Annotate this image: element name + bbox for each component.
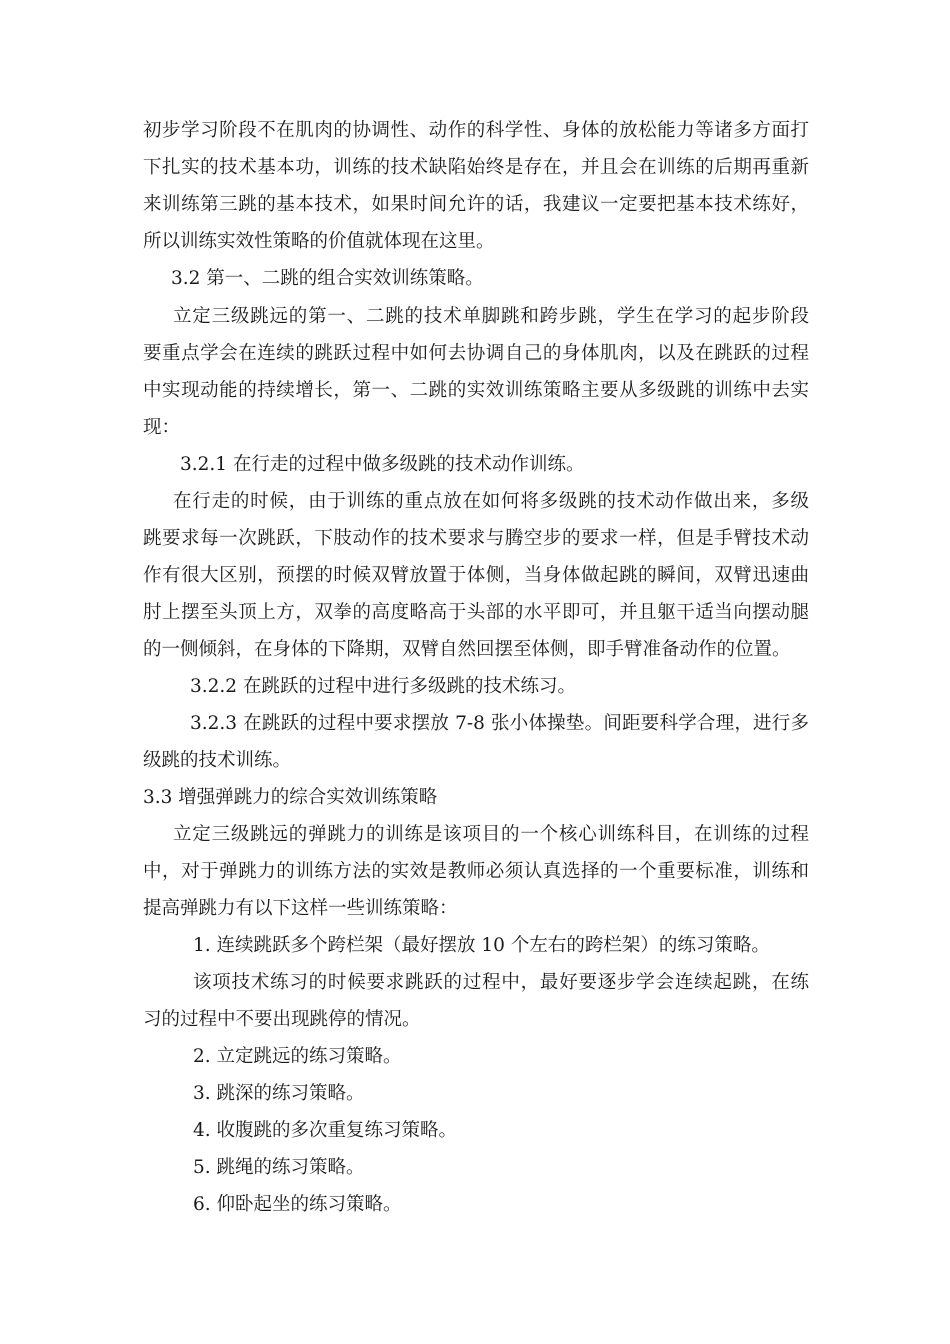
subsection-heading: 3.2.2 在跳跃的过程中进行多级跳的技术练习。	[190, 676, 576, 697]
paragraph-line: 习的过程中不要出现跳停的情况。	[143, 1009, 421, 1030]
paragraph-line: 中，对于弹跳力的训练方法的实效是教师必须认真选择的一个重要标准，训练和	[143, 861, 809, 882]
section-heading: 3.3 增强弹跳力的综合实效训练策略	[143, 787, 438, 808]
paragraph-line: 下扎实的技术基本功，训练的技术缺陷始终是存在，并且会在训练的后期再重新	[143, 157, 809, 178]
paragraph-line: 立定三级跳远的弹跳力的训练是该项目的一个核心训练科目，在训练的过程	[173, 824, 809, 845]
paragraph-line: 级跳的技术训练。	[143, 750, 292, 771]
list-item: 5. 跳绳的练习策略。	[193, 1157, 365, 1178]
paragraph-line: 在行走的时候，由于训练的重点放在如何将多级跳的技术动作做出来，多级	[173, 491, 809, 512]
list-item: 4. 收腹跳的多次重复练习策略。	[193, 1120, 458, 1141]
subsection-heading: 3.2.3 在跳跃的过程中要求摆放 7-8 张小体操垫。间距要科学合理，进行多	[190, 713, 809, 734]
paragraph-line: 立定三级跳远的第一、二跳的技术单脚跳和跨步跳，学生在学习的起步阶段	[173, 306, 809, 327]
list-item: 6. 仰卧起坐的练习策略。	[193, 1194, 402, 1215]
paragraph-line: 要重点学会在连续的跳跃过程中如何去协调自己的身体肌肉，以及在跳跃的过程	[143, 343, 809, 364]
section-heading: 3.2 第一、二跳的组合实效训练策略。	[171, 268, 484, 289]
paragraph-line: 来训练第三跳的基本技术，如果时间允许的话，我建议一定要把基本技术练好，	[143, 194, 809, 215]
paragraph-line: 提高弹跳力有以下这样一些训练策略：	[143, 898, 458, 919]
list-item: 1. 连续跳跃多个跨栏架（最好摆放 10 个左右的跨栏架）的练习策略。	[193, 935, 770, 956]
paragraph-line: 跳要求每一次跳跃，下肢动作的技术要求与腾空步的要求一样，但是手臂技术动	[143, 528, 809, 549]
paragraph-line: 作有很大区别，预摆的时候双臂放置于体侧，当身体做起跳的瞬间，双臂迅速曲	[143, 565, 809, 586]
list-item: 3. 跳深的练习策略。	[193, 1083, 365, 1104]
list-item: 2. 立定跳远的练习策略。	[193, 1046, 402, 1067]
paragraph-line: 所以训练实效性策略的价值就体现在这里。	[143, 231, 495, 252]
paragraph-line: 中实现动能的持续增长，第一、二跳的实效训练策略主要从多级跳的训练中去实	[143, 380, 809, 401]
paragraph-line: 初步学习阶段不在肌肉的协调性、动作的科学性、身体的放松能力等诸多方面打	[143, 120, 809, 141]
paragraph-line: 该项技术练习的时候要求跳跃的过程中，最好要逐步学会连续起跳，在练	[193, 972, 809, 993]
paragraph-line: 肘上摆至头顶上方，双拳的高度略高于头部的水平即可，并且躯干适当向摆动腿	[143, 602, 809, 623]
paragraph-line: 现：	[143, 417, 181, 438]
paragraph-line: 的一侧倾斜，在身体的下降期，双臂自然回摆至体侧，即手臂准备动作的位置。	[143, 639, 791, 660]
subsection-heading: 3.2.1 在行走的过程中做多级跳的技术动作训练。	[180, 454, 585, 475]
